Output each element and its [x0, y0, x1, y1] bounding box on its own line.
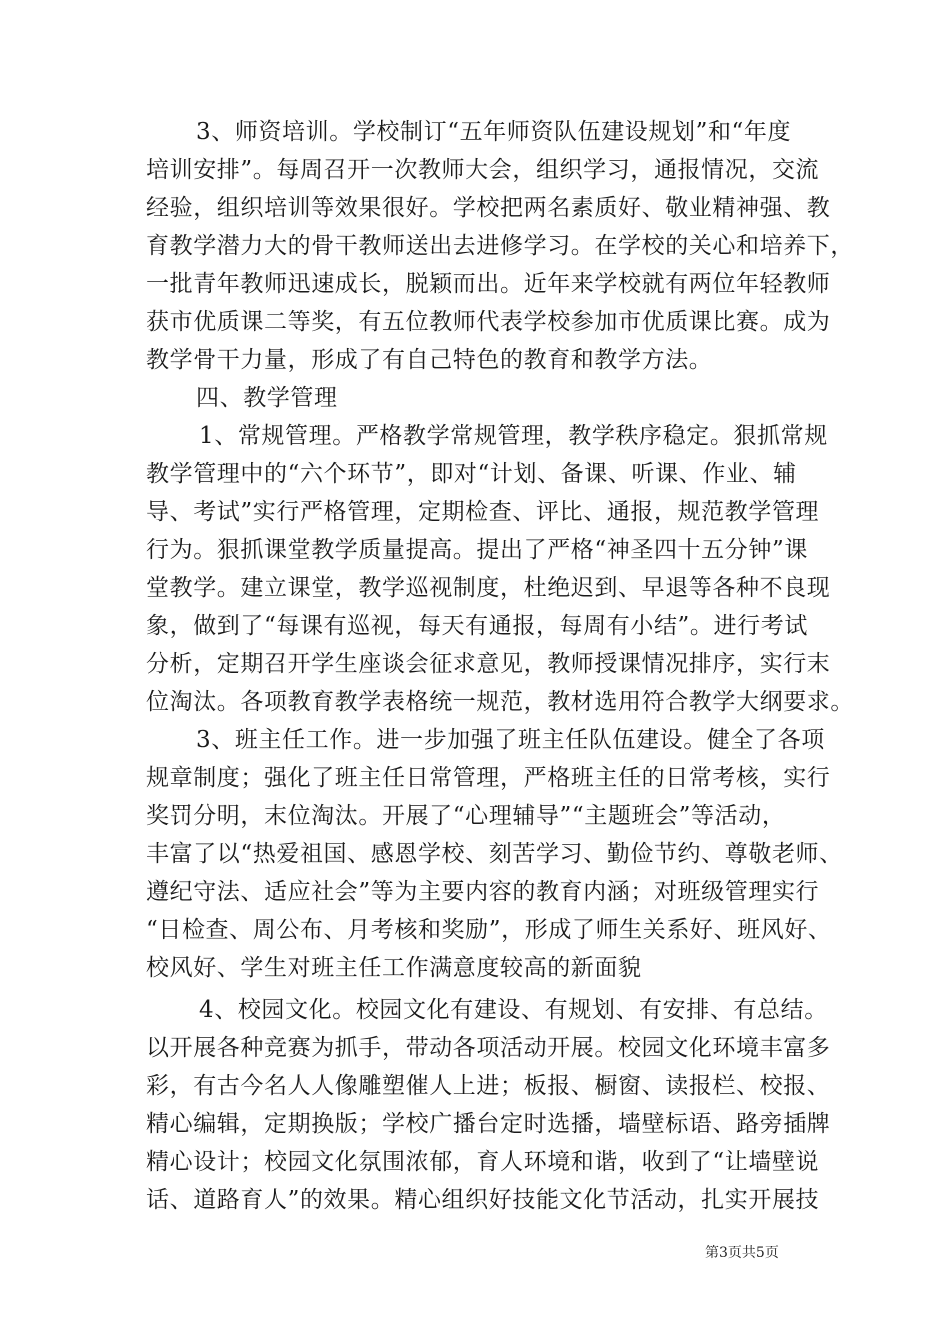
- paragraph-line: 彩，有古今名人人像雕塑催人上进；板报、橱窗、读报栏、校报、: [146, 1073, 831, 1099]
- paragraph-line: “日检查、周公布、月考核和奖励”，形成了师生关系好、班风好、: [146, 917, 832, 943]
- paragraph-line: 培训安排”。每周召开一次教师大会，组织学习，通报情况，交流: [146, 157, 820, 183]
- paragraph-line: 位淘汰。各项教育教学表格统一规范，教材选用符合教学大纲要求。: [146, 689, 854, 715]
- paragraph-line: 1、常规管理。严格教学常规管理，教学秩序稳定。狠抓常规: [199, 423, 828, 449]
- paragraph-line: 育教学潜力大的骨干教师送出去进修学习。在学校的关心和培养下，: [146, 233, 854, 259]
- paragraph-line: 教学骨干力量，形成了有自己特色的教育和教学方法。: [146, 347, 713, 373]
- paragraph-line: 奖罚分明，末位淘汰。开展了“心理辅导”“主题班会”等活动，: [146, 803, 786, 829]
- paragraph-line: 丰富了以“热爱祖国、感恩学校、刻苦学习、勤俭节约、尊敬老师、: [146, 841, 843, 867]
- paragraph-line: 精心设计；校园文化氛围浓郁，育人环境和谐，收到了“让墙壁说: [146, 1149, 820, 1175]
- paragraph-line: 以开展各种竞赛为抓手，带动各项活动开展。校园文化环境丰富多: [146, 1035, 831, 1061]
- paragraph-line: 堂教学。建立课堂，教学巡视制度，杜绝迟到、早退等各种不良现: [146, 575, 831, 601]
- paragraph-line: 校风好、学生对班主任工作满意度较高的新面貌: [146, 955, 642, 981]
- paragraph-line: 遵纪守法、适应社会”等为主要内容的教育内涵；对班级管理实行: [146, 879, 820, 905]
- section-heading: 四、教学管理: [196, 385, 338, 411]
- paragraph-line: 一批青年教师迅速成长，脱颖而出。近年来学校就有两位年轻教师: [146, 271, 831, 297]
- paragraph-line: 话、道路育人”的效果。精心组织好技能文化节活动，扎实开展技: [146, 1187, 820, 1213]
- paragraph-line: 教学管理中的“六个环节”，即对“计划、备课、听课、作业、辅: [146, 461, 797, 487]
- paragraph-line: 象，做到了“每课有巡视，每天有通报，每周有小结”。进行考试: [146, 613, 808, 639]
- paragraph-line: 经验，组织培训等效果很好。学校把两名素质好、敬业精神强、教: [146, 195, 831, 221]
- paragraph-line: 规章制度；强化了班主任日常管理，严格班主任的日常考核，实行: [146, 765, 831, 791]
- paragraph-line: 3、师资培训。学校制订“五年师资队伍建设规划”和“年度: [196, 119, 792, 145]
- paragraph-line: 3、班主任工作。进一步加强了班主任队伍建设。健全了各项: [196, 727, 825, 753]
- paragraph-line: 4、校园文化。校园文化有建设、有规划、有安排、有总结。: [199, 997, 828, 1023]
- paragraph-line: 分析，定期召开学生座谈会征求意见，教师授课情况排序，实行末: [146, 651, 831, 677]
- page-number: 第3页共5页: [705, 1245, 779, 1261]
- paragraph-line: 行为。狠抓课堂教学质量提高。提出了严格“神圣四十五分钟”课: [146, 537, 808, 563]
- paragraph-line: 精心编辑，定期换版；学校广播台定时选播，墙壁标语、路旁插牌: [146, 1111, 831, 1137]
- paragraph-line: 导、考试”实行严格管理，定期检查、评比、通报，规范教学管理: [146, 499, 820, 525]
- paragraph-line: 获市优质课二等奖，有五位教师代表学校参加市优质课比赛。成为: [146, 309, 831, 335]
